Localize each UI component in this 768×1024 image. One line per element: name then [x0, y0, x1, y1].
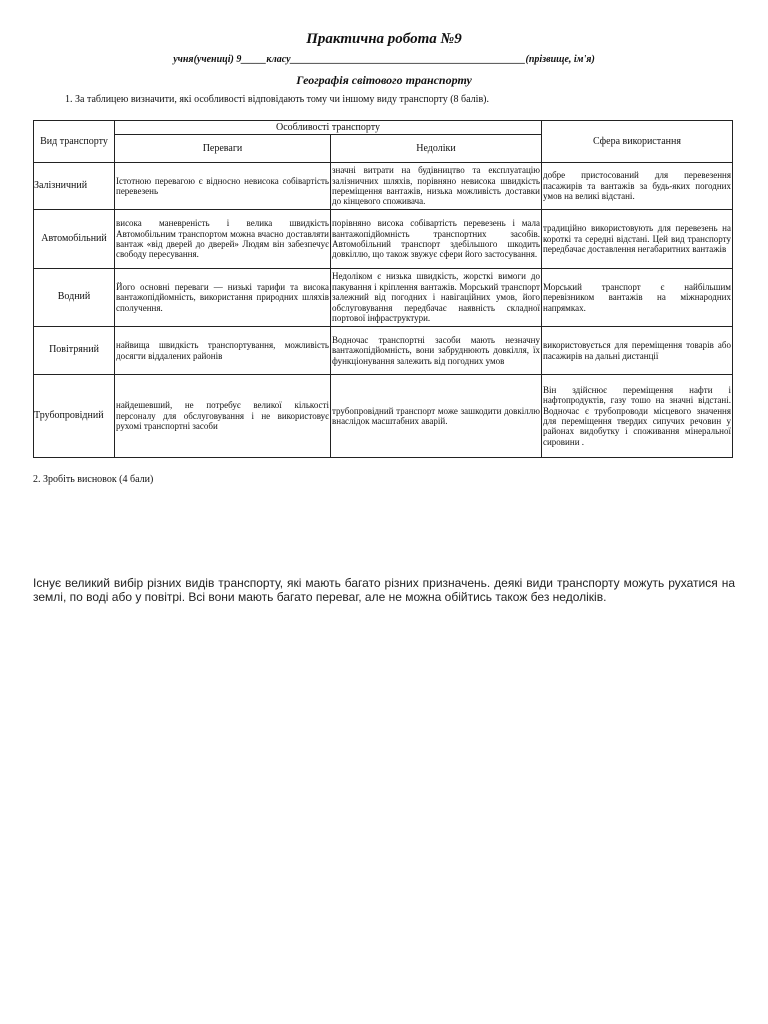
transport-table [33, 120, 733, 458]
table-row [34, 210, 733, 269]
header-sphere: Сфера використання [542, 121, 733, 163]
sphere-cell: добре пристосований для перевезення пасажирів та вантажів за будь-яких погодних умов на великі відстані. [542, 163, 733, 210]
advantages-cell: найвища швидкість транспортування, можливість досягти віддалених районів [115, 327, 331, 375]
header-transport-type: Вид транспорту [34, 121, 115, 163]
disadvantages-cell: Недоліком є низька швидкість, жорсткі вимоги до пакування і кріплення вантажів. Морський транспорт залежний від погодних і навігаційних умов, його обслуговування передбачає наявність складної портової інфраструктури. [331, 269, 542, 327]
advantages-cell: Істотною перевагою є відносно невисока собівартість перевезень [115, 163, 331, 210]
advantages-cell: висока маневреність і велика швидкість Автомобільним транспортом можна вчасно доставляти вантаж «від дверей до дверей» Людям він забезпечує свободу пересування. [115, 210, 331, 269]
disadvantages-cell: Водночас транспортні засоби мають незначну вантажопідйомність, вони забруднюють довкілля, їх функціонування залежить від погодних умов [331, 327, 542, 375]
header-disadvantages: Недоліки [331, 135, 542, 163]
task-2-instruction: 2. Зробіть висновок (4 бали) [33, 474, 154, 485]
header-advantages: Переваги [115, 135, 331, 163]
page-subtitle: Географія світового транспорту [296, 73, 472, 87]
transport-type: Трубопровідний [34, 375, 115, 458]
header-features: Особливості транспорту [115, 121, 542, 135]
disadvantages-cell: порівняно висока собівартість перевезень і мала вантажопідйомність транспортних засобів. Автомобільний транспорт здебільшого шкодить довкіллю, що також звужує сфери його застосування. [331, 210, 542, 269]
sphere-cell: Він здійснює переміщення нафти і нафтопродуктів, газу тошо на значні відстані. Водночас є трубопроводи місцевого значення для переміщення твердих сипучих речовин у районах видобутку і споживання мінеральної сировини . [542, 375, 733, 458]
advantages-cell: найдешевший, не потребує великої кількості персоналу для обслуговування і не використовує рухомі транспортні засоби [115, 375, 331, 458]
table-row [34, 375, 733, 458]
page-title: Практична робота №9 [306, 31, 462, 47]
disadvantages-cell: значні витрати на будівництво та експлуатацію залізничних шляхів, порівняно невисока швидкість переміщення вантажів, низька можливість доставки до кінцевого споживача. [331, 163, 542, 210]
table-row [34, 269, 733, 327]
disadvantages-cell: трубопровідний транспорт може зашкодити довкіллю внаслідок масштабних аварій. [331, 375, 542, 458]
sphere-cell: традиційно використовують для перевезень на короткі та середні відстані. Цей вид транспорту передбачає доставлення негабаритних вантажів [542, 210, 733, 269]
table-row [34, 327, 733, 375]
conclusion-text: Існує великий вибір різних видів транспорту, які мають багато різних призначень. деякі види транспорту можуть рухатися на землі, по воді або у повітрі. Всі вони мають багато переваг, але не можна обійтись також без недоліків. [33, 576, 735, 604]
transport-type: Повітряний [34, 327, 115, 375]
transport-type: Водний [34, 269, 115, 327]
task-1-instruction: 1. За таблицею визначити, які особливості відповідають тому чи іншому виду транспорту (8 балів). [65, 94, 489, 105]
sphere-cell: використовується для переміщення товарів або пасажирів на дальні дистанції [542, 327, 733, 375]
sphere-cell: Морський транспорт є найбільшим перевізником вантажів на міжнародних напрямках. [542, 269, 733, 327]
transport-type: Залізничний [34, 163, 115, 210]
table-row [34, 163, 733, 210]
transport-type: Автомобільний [34, 210, 115, 269]
advantages-cell: Його основні переваги — низькі тарифи та висока вантажопідйомність, використання природних шляхів сполучення. [115, 269, 331, 327]
student-name-line: учня(учениці) 9_____класу_______________________________________________(прізвище, ім'я) [173, 54, 595, 65]
